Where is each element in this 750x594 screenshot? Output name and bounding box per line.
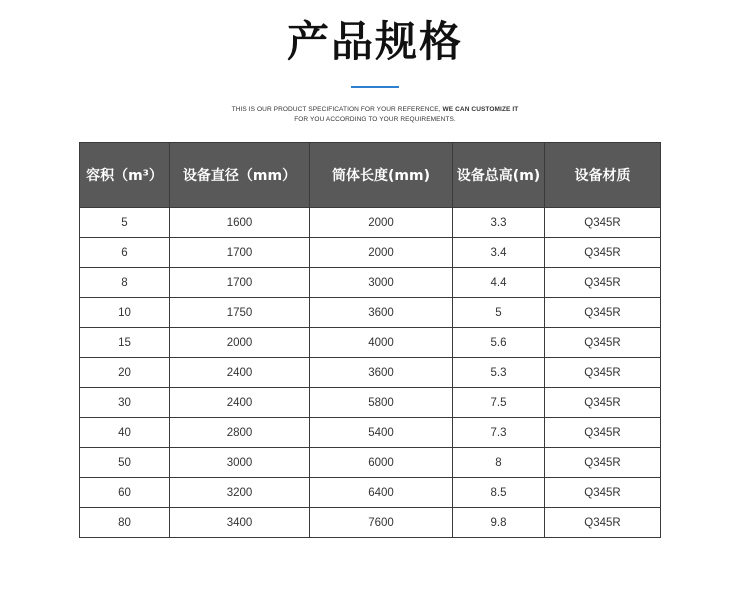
table-row [80, 268, 661, 298]
subtitle-line-1-normal: THIS IS OUR PRODUCT SPECIFICATION FOR YOUR REFERENCE, [231, 106, 441, 113]
cell-volume: 10 [80, 298, 170, 328]
cell-material: Q345R [545, 478, 661, 508]
column-header-length: 筒体长度(mm) [310, 143, 453, 208]
cell-length: 3000 [310, 268, 453, 298]
cell-length: 4000 [310, 328, 453, 358]
cell-height: 5.6 [453, 328, 545, 358]
cell-volume: 20 [80, 358, 170, 388]
table-body [80, 208, 661, 538]
cell-height: 3.3 [453, 208, 545, 238]
column-header-height: 设备总高(m) [453, 143, 545, 208]
cell-length: 2000 [310, 208, 453, 238]
cell-material: Q345R [545, 238, 661, 268]
cell-volume: 50 [80, 448, 170, 478]
table-row [80, 418, 661, 448]
cell-length: 2000 [310, 238, 453, 268]
column-header-volume: 容积（m³） [80, 143, 170, 208]
cell-height: 4.4 [453, 268, 545, 298]
cell-volume: 8 [80, 268, 170, 298]
table-row [80, 208, 661, 238]
cell-diameter: 1600 [170, 208, 310, 238]
cell-diameter: 3400 [170, 508, 310, 538]
cell-height: 3.4 [453, 238, 545, 268]
cell-volume: 80 [80, 508, 170, 538]
cell-diameter: 2800 [170, 418, 310, 448]
cell-diameter: 1700 [170, 238, 310, 268]
cell-diameter: 2400 [170, 388, 310, 418]
table-row [80, 358, 661, 388]
cell-height: 9.8 [453, 508, 545, 538]
cell-material: Q345R [545, 328, 661, 358]
cell-volume: 40 [80, 418, 170, 448]
table-row [80, 328, 661, 358]
cell-material: Q345R [545, 388, 661, 418]
cell-length: 3600 [310, 298, 453, 328]
cell-volume: 15 [80, 328, 170, 358]
cell-length: 3600 [310, 358, 453, 388]
table-row [80, 508, 661, 538]
title-underline [351, 86, 399, 88]
cell-material: Q345R [545, 358, 661, 388]
cell-diameter: 2000 [170, 328, 310, 358]
cell-volume: 30 [80, 388, 170, 418]
cell-height: 7.3 [453, 418, 545, 448]
cell-volume: 6 [80, 238, 170, 268]
subtitle [0, 105, 750, 125]
cell-length: 6400 [310, 478, 453, 508]
cell-height: 5.3 [453, 358, 545, 388]
subtitle-line-1 [0, 105, 750, 115]
cell-material: Q345R [545, 508, 661, 538]
table-row [80, 298, 661, 328]
table-row [80, 478, 661, 508]
cell-length: 7600 [310, 508, 453, 538]
page-title: 产品规格 [286, 17, 463, 66]
cell-material: Q345R [545, 208, 661, 238]
cell-volume: 60 [80, 478, 170, 508]
cell-length: 5800 [310, 388, 453, 418]
cell-material: Q345R [545, 268, 661, 298]
table-row [80, 448, 661, 478]
subtitle-line-1-bold: WE CAN CUSTOMIZE IT [442, 106, 519, 113]
cell-height: 7.5 [453, 388, 545, 418]
subtitle-line-2: FOR YOU ACCORDING TO YOUR REQUIREMENTS. [294, 116, 456, 123]
cell-height: 8.5 [453, 478, 545, 508]
cell-diameter: 3200 [170, 478, 310, 508]
cell-length: 5400 [310, 418, 453, 448]
column-header-material: 设备材质 [545, 143, 661, 208]
table-row [80, 238, 661, 268]
cell-diameter: 1700 [170, 268, 310, 298]
cell-height: 5 [453, 298, 545, 328]
cell-diameter: 3000 [170, 448, 310, 478]
cell-diameter: 1750 [170, 298, 310, 328]
cell-material: Q345R [545, 418, 661, 448]
cell-length: 6000 [310, 448, 453, 478]
cell-material: Q345R [545, 448, 661, 478]
column-header-diameter: 设备直径（mm） [170, 143, 310, 208]
cell-volume: 5 [80, 208, 170, 238]
table-header-row [80, 143, 661, 208]
cell-height: 8 [453, 448, 545, 478]
spec-table [79, 142, 661, 538]
table-row [80, 388, 661, 418]
cell-diameter: 2400 [170, 358, 310, 388]
cell-material: Q345R [545, 298, 661, 328]
